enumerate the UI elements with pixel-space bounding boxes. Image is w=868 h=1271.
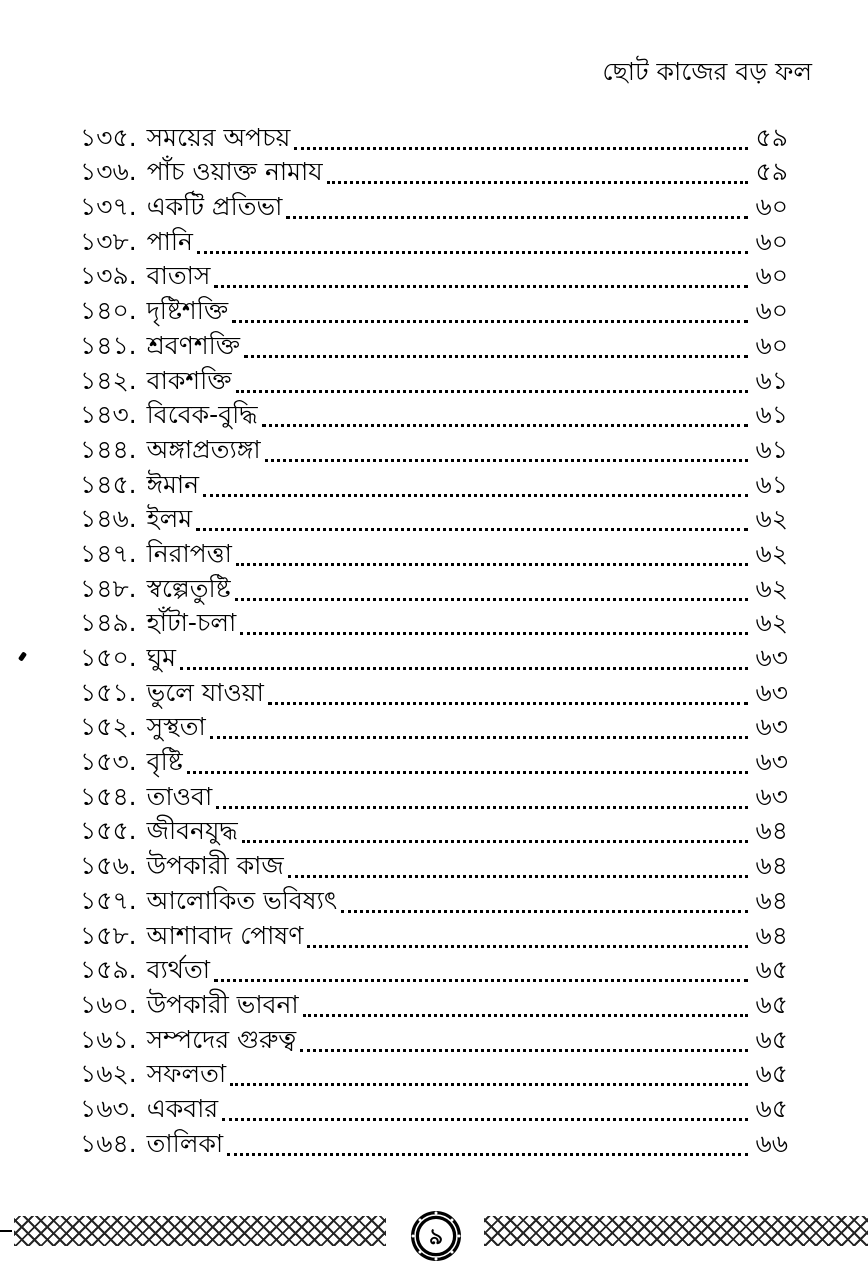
entry-title: তাওবা — [146, 781, 213, 811]
entry-number: ১৪৯. — [80, 608, 137, 638]
toc-entry — [80, 812, 788, 847]
toc-entry — [80, 569, 788, 604]
toc-entry — [80, 673, 788, 708]
entry-page-number: ৬০ — [755, 192, 788, 222]
toc-entry — [80, 257, 788, 292]
entry-number: ১৩৯. — [80, 261, 137, 291]
entry-page-number: ৬১ — [755, 400, 788, 430]
entry-title: বাতাস — [146, 261, 211, 291]
entry-title: আশাবাদ পোষণ — [146, 920, 304, 950]
toc-entry — [80, 985, 788, 1020]
dot-leader — [230, 1082, 748, 1086]
entry-page-number: ৬২ — [755, 504, 788, 534]
dot-leader — [214, 978, 748, 982]
toc-entry — [80, 430, 788, 465]
dot-leader — [341, 909, 748, 913]
dot-leader — [196, 527, 748, 531]
toc-entry — [80, 187, 788, 222]
entry-number: ১৪২. — [80, 365, 137, 395]
entry-number: ১৬১. — [80, 1024, 137, 1054]
entry-title: জীবনযুদ্ধ — [146, 816, 238, 846]
dot-leader — [244, 354, 748, 358]
entry-page-number: ৬৪ — [755, 851, 788, 881]
table-of-contents — [80, 118, 788, 1159]
entry-page-number: ৬২ — [755, 573, 788, 603]
entry-page-number: ৬১ — [755, 434, 788, 464]
entry-page-number: ৬৫ — [755, 989, 788, 1019]
entry-number: ১৬৪. — [80, 1128, 137, 1158]
entry-number: ১৪৬. — [80, 504, 137, 534]
entry-title: সুস্থতা — [146, 712, 206, 742]
toc-entry — [80, 742, 788, 777]
entry-number: ১৫১. — [80, 677, 137, 707]
entry-page-number: ৫৯ — [755, 122, 788, 152]
entry-page-number: ৬৫ — [755, 1059, 788, 1089]
toc-entry — [80, 1020, 788, 1055]
entry-page-number: ৬১ — [755, 469, 788, 499]
entry-title: বৃষ্টি — [146, 747, 183, 777]
entry-number: ১৬০. — [80, 989, 137, 1019]
toc-entry — [80, 1089, 788, 1124]
entry-title: তালিকা — [146, 1128, 224, 1158]
entry-number: ১৩৭. — [80, 192, 137, 222]
dot-leader — [242, 839, 748, 843]
entry-page-number: ৬৪ — [755, 885, 788, 915]
entry-title: ভুলে যাওয়া — [146, 677, 264, 707]
dot-leader — [236, 389, 748, 393]
entry-page-number: ৬০ — [755, 330, 788, 360]
entry-title: একটি প্রতিভা — [146, 192, 283, 222]
footer-rule — [0, 1230, 12, 1232]
toc-entry — [80, 153, 788, 188]
entry-title: ইলম — [146, 504, 193, 534]
dot-leader — [197, 250, 748, 254]
dot-leader — [235, 597, 748, 601]
footer-ornament — [0, 1210, 868, 1258]
entry-title: শ্রবণশক্তি — [146, 330, 241, 360]
entry-title: পাঁচ ওয়াক্ত নামায — [146, 157, 323, 187]
entry-page-number: ৬৩ — [755, 677, 788, 707]
dot-leader — [210, 735, 748, 739]
toc-entry — [80, 777, 788, 812]
entry-page-number: ৬৪ — [755, 816, 788, 846]
entry-page-number: ৬১ — [755, 365, 788, 395]
dot-leader — [187, 770, 748, 774]
entry-page-number: ৬০ — [755, 226, 788, 256]
entry-number: ১৪৮. — [80, 573, 137, 603]
entry-number: ১৪১. — [80, 330, 137, 360]
entry-number: ১৪৪. — [80, 434, 137, 464]
entry-page-number: ৬৩ — [755, 781, 788, 811]
entry-page-number: ৬২ — [755, 608, 788, 638]
dot-leader — [227, 1152, 748, 1156]
toc-entry — [80, 222, 788, 257]
dot-leader — [216, 805, 748, 809]
entry-page-number: ৬২ — [755, 538, 788, 568]
entry-number: ১৬৩. — [80, 1093, 137, 1123]
entry-title: পানি — [146, 226, 193, 256]
toc-entry — [80, 708, 788, 743]
entry-page-number: ৬৩ — [755, 712, 788, 742]
toc-entry — [80, 604, 788, 639]
dot-leader — [327, 180, 748, 184]
entry-number: ১৩৫. — [80, 122, 137, 152]
entry-number: ১৫৯. — [80, 955, 137, 985]
entry-title: দৃষ্টিশক্তি — [146, 296, 229, 326]
dot-leader — [300, 1048, 748, 1052]
dot-leader — [203, 493, 748, 497]
entry-page-number: ৬৫ — [755, 955, 788, 985]
entry-number: ১৫৫. — [80, 816, 137, 846]
decorative-band-left — [14, 1216, 386, 1246]
entry-title: ঘুম — [146, 643, 176, 672]
toc-entry — [80, 291, 788, 326]
dot-leader — [294, 146, 748, 150]
dot-leader — [240, 631, 748, 635]
dot-leader — [236, 562, 748, 566]
toc-entry — [80, 916, 788, 951]
entry-page-number: ৫৯ — [755, 157, 788, 187]
entry-number: ১৪৩. — [80, 400, 137, 430]
toc-entry — [80, 1124, 788, 1159]
entry-title: অঙ্গাপ্রত্যঙ্গা — [146, 434, 261, 464]
entry-number: ১৫৩. — [80, 747, 137, 777]
entry-page-number: ৬৬ — [755, 1128, 788, 1158]
entry-number: ১৫০. — [80, 643, 137, 672]
entry-page-number: ৬৫ — [755, 1024, 788, 1054]
dot-leader — [307, 944, 748, 948]
dot-leader — [214, 284, 748, 288]
dot-leader — [265, 458, 748, 462]
entry-title: উপকারী ভাবনা — [146, 989, 299, 1019]
dot-leader — [180, 666, 748, 670]
toc-entry — [80, 638, 788, 673]
toc-entry — [80, 846, 788, 881]
entry-title: সফলতা — [146, 1059, 227, 1089]
entry-page-number: ৬৪ — [755, 920, 788, 950]
stray-ink-mark — [18, 651, 27, 661]
entry-number: ১৫২. — [80, 712, 137, 742]
dot-leader — [286, 215, 748, 219]
dot-leader — [288, 874, 748, 878]
entry-page-number: ৬৫ — [755, 1093, 788, 1123]
entry-number: ১৪০. — [80, 296, 137, 326]
toc-entry — [80, 500, 788, 535]
entry-title: হাঁটা-চলা — [146, 608, 237, 638]
toc-entry — [80, 326, 788, 361]
toc-entry — [80, 361, 788, 396]
toc-entry — [80, 465, 788, 500]
entry-page-number: ৬৩ — [755, 747, 788, 777]
running-head-book-title: ছোট কাজের বড় ফল — [602, 57, 812, 86]
entry-title: বিবেক-বুদ্ধি — [146, 400, 258, 430]
entry-title: বাকশক্তি — [146, 365, 232, 395]
toc-entry — [80, 951, 788, 986]
dot-leader — [303, 1013, 748, 1017]
toc-entry — [80, 881, 788, 916]
entry-number: ১৩৬. — [80, 157, 137, 187]
dot-leader — [262, 423, 748, 427]
entry-page-number: ৬০ — [755, 261, 788, 291]
entry-title: একবার — [146, 1093, 219, 1123]
entry-number: ১৪৫. — [80, 469, 137, 499]
entry-title: সময়ের অপচয় — [146, 122, 291, 152]
toc-entry — [80, 1055, 788, 1090]
entry-page-number: ৬৩ — [755, 643, 788, 672]
decorative-band-right — [484, 1216, 868, 1246]
entry-title: ব্যর্থতা — [146, 955, 210, 985]
entry-title: সম্পদের গুরুত্ব — [146, 1024, 297, 1054]
dot-leader — [222, 1117, 748, 1121]
toc-entry — [80, 118, 788, 153]
entry-number: ১৬২. — [80, 1059, 137, 1089]
entry-title: ঈমান — [146, 469, 199, 499]
entry-number: ১৪৭. — [80, 538, 137, 568]
entry-number: ১৩৮. — [80, 226, 137, 256]
entry-number: ১৫৮. — [80, 920, 137, 950]
toc-entry — [80, 396, 788, 431]
dot-leader — [268, 701, 748, 705]
entry-title: নিরাপত্তা — [146, 538, 232, 568]
page-number: ৯ — [428, 1225, 444, 1250]
entry-title: স্বল্পেতুষ্টি — [146, 573, 231, 603]
entry-number: ১৫৪. — [80, 781, 137, 811]
entry-number: ১৫৭. — [80, 885, 137, 915]
entry-page-number: ৬০ — [755, 296, 788, 326]
dot-leader — [232, 319, 748, 323]
entry-number: ১৫৬. — [80, 851, 137, 881]
entry-title: আলোকিত ভবিষ্যৎ — [146, 885, 338, 915]
entry-title: উপকারী কাজ — [146, 851, 284, 881]
toc-entry — [80, 534, 788, 569]
